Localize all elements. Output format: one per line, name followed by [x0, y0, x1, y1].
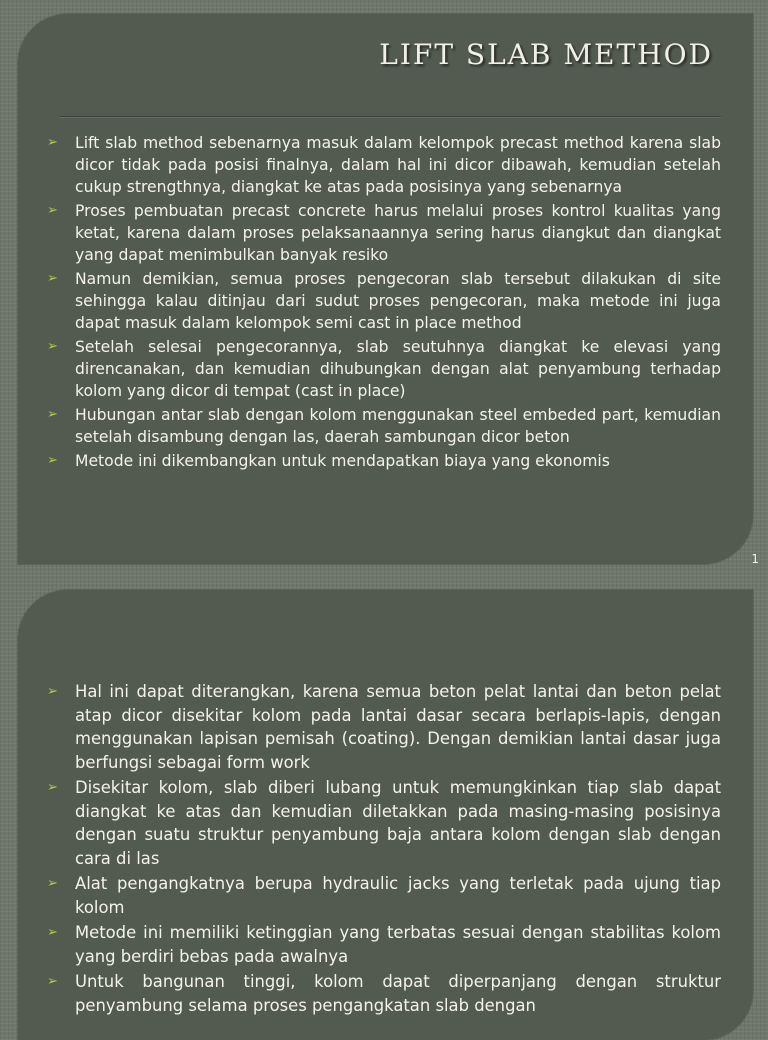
arrow-bullet-icon: ➢ — [47, 684, 58, 699]
bullet-item — [47, 776, 721, 870]
bullet-list — [47, 132, 721, 474]
bullet-item — [47, 200, 721, 266]
bullet-text: Lift slab method sebenarnya masuk dalam kelompok precast method karena slab dicor tidak pada posisi finalnya, dalam hal ini dicor dibawah, kemudian setelah cukup strengthnya, diangkat ke atas pada posisinya yang sebenarnya — [75, 134, 721, 196]
bullet-text: Hubungan antar slab dengan kolom menggunakan steel embeded part, kemudian setelah disambung dengan las, daerah sambungan dicor beton — [75, 406, 721, 446]
bullet-text: Hal ini dapat diterangkan, karena semua beton pelat lantai dan beton pelat atap dicor disekitar kolom pada lantai dasar secara berlapis-lapis, dengan menggunakan lapisan pemisah (coating). Dengan demikian lantai dasar juga berfungsi sebagai form work — [75, 682, 721, 772]
title-divider — [60, 116, 721, 118]
bullet-item — [47, 336, 721, 402]
slide-1 — [18, 14, 759, 566]
slide-2 — [18, 590, 753, 1040]
bullet-item — [47, 132, 721, 198]
arrow-bullet-icon: ➢ — [47, 203, 58, 218]
arrow-bullet-icon: ➢ — [47, 876, 58, 891]
bullet-item — [47, 450, 721, 472]
slide-number: 1 — [751, 552, 759, 566]
arrow-bullet-icon: ➢ — [47, 925, 58, 940]
bullet-item — [47, 921, 721, 968]
arrow-bullet-icon: ➢ — [47, 135, 58, 150]
bullet-text: Namun demikian, semua proses pengecoran slab tersebut dilakukan di site sehingga kalau ditinjau dari sudut proses pengecoran, maka metode ini juga dapat masuk dalam kelompok semi cast in place method — [75, 270, 721, 332]
bullet-item — [47, 970, 721, 1017]
arrow-bullet-icon: ➢ — [47, 271, 58, 286]
bullet-list — [47, 680, 721, 1019]
arrow-bullet-icon: ➢ — [47, 407, 58, 422]
arrow-bullet-icon: ➢ — [47, 974, 58, 989]
bullet-text: Setelah selesai pengecorannya, slab seutuhnya diangkat ke elevasi yang direncanakan, dan kemudian dihubungkan dengan alat penyambung terhadap kolom yang dicor di tempat (cast in place) — [75, 338, 721, 400]
bullet-text: Metode ini dikembangkan untuk mendapatkan biaya yang ekonomis — [75, 452, 610, 470]
bullet-text: Untuk bangunan tinggi, kolom dapat diperpanjang dengan struktur penyambung selama proses pengangkatan slab dengan — [75, 972, 721, 1015]
bullet-item — [47, 872, 721, 919]
arrow-bullet-icon: ➢ — [47, 453, 58, 468]
slide-title: LIFT SLAB METHOD — [379, 38, 713, 71]
arrow-bullet-icon: ➢ — [47, 780, 58, 795]
bullet-item — [47, 404, 721, 448]
bullet-text: Disekitar kolom, slab diberi lubang untuk memungkinkan tiap slab dapat diangkat ke atas dan kemudian diletakkan pada masing-masing posisinya dengan suatu struktur penyambung baja antara kolom dengan slab dengan cara di las — [75, 778, 721, 868]
arrow-bullet-icon: ➢ — [47, 339, 58, 354]
bullet-text: Proses pembuatan precast concrete harus melalui proses kontrol kualitas yang ketat, karena dalam proses pelaksanaannya sering harus diangkut dan diangkat yang dapat menimbulkan banyak resiko — [75, 202, 721, 264]
bullet-item — [47, 680, 721, 774]
bullet-item — [47, 268, 721, 334]
bullet-text: Metode ini memiliki ketinggian yang terbatas sesuai dengan stabilitas kolom yang berdiri bebas pada awalnya — [75, 923, 721, 966]
bullet-text: Alat pengangkatnya berupa hydraulic jacks yang terletak pada ujung tiap kolom — [75, 874, 721, 917]
